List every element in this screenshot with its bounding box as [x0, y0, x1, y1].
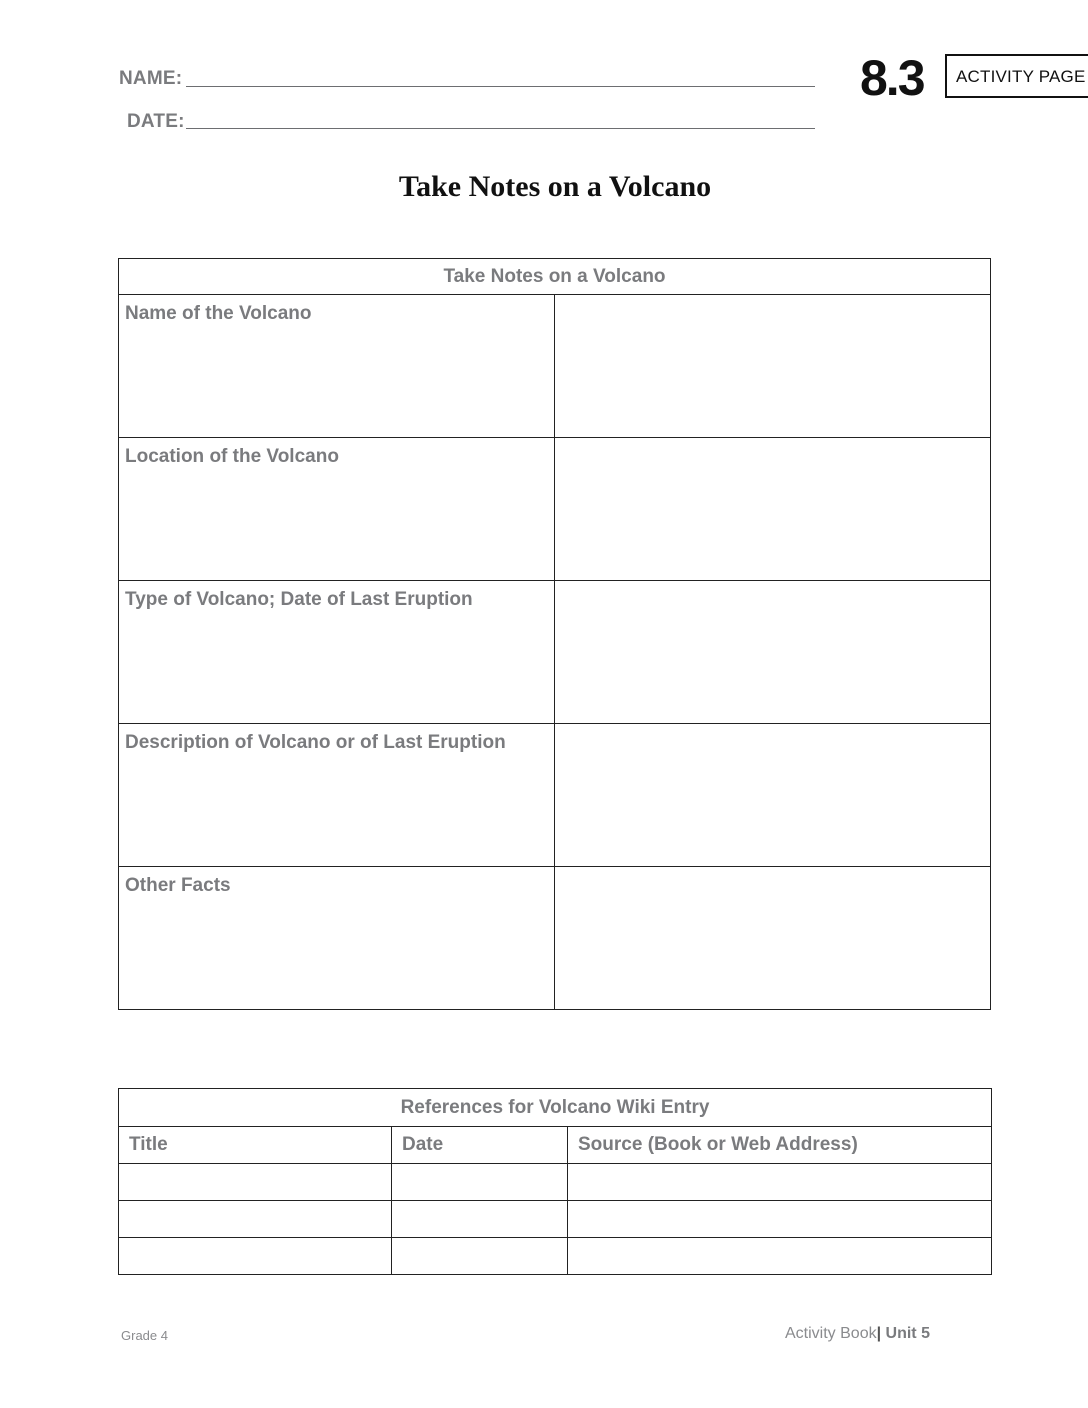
name-line[interactable] — [186, 86, 815, 87]
table-row — [119, 1164, 992, 1201]
reference-title-cell[interactable] — [119, 1164, 392, 1201]
row-label-description: Description of Volcano or of Last Eruption — [119, 724, 555, 867]
activity-page-label: ACTIVITY PAGE — [956, 67, 1086, 86]
column-header-source: Source (Book or Web Address) — [568, 1127, 992, 1164]
reference-date-cell[interactable] — [392, 1201, 568, 1238]
notes-table — [118, 258, 991, 1010]
notes-cell-name[interactable] — [555, 295, 991, 438]
notes-cell-other-facts[interactable] — [555, 867, 991, 1010]
footer-separator: | — [876, 1325, 882, 1342]
footer-grade: Grade 4 — [121, 1328, 168, 1343]
references-table-caption: References for Volcano Wiki Entry — [119, 1089, 992, 1127]
table-row — [119, 1201, 992, 1238]
notes-cell-location[interactable] — [555, 438, 991, 581]
row-label-name: Name of the Volcano — [119, 295, 555, 438]
table-row — [119, 295, 991, 438]
footer-unit: Unit 5 — [885, 1325, 930, 1342]
references-table — [118, 1088, 992, 1275]
notes-cell-type[interactable] — [555, 581, 991, 724]
date-line[interactable] — [186, 128, 815, 129]
footer-book — [785, 1325, 930, 1343]
table-row — [119, 867, 991, 1010]
reference-title-cell[interactable] — [119, 1238, 392, 1275]
table-row — [119, 724, 991, 867]
table-row — [119, 1238, 992, 1275]
reference-source-cell[interactable] — [568, 1201, 992, 1238]
reference-date-cell[interactable] — [392, 1164, 568, 1201]
row-label-type: Type of Volcano; Date of Last Eruption — [119, 581, 555, 724]
reference-source-cell[interactable] — [568, 1164, 992, 1201]
page-title: Take Notes on a Volcano — [398, 170, 712, 203]
date-label: DATE: — [127, 111, 185, 132]
reference-date-cell[interactable] — [392, 1238, 568, 1275]
activity-page-badge — [945, 54, 1088, 98]
reference-title-cell[interactable] — [119, 1201, 392, 1238]
table-row — [119, 581, 991, 724]
footer-book-title: Activity Book — [785, 1325, 877, 1342]
row-label-other-facts: Other Facts — [119, 867, 555, 1010]
column-header-title: Title — [119, 1127, 392, 1164]
notes-table-caption: Take Notes on a Volcano — [119, 259, 991, 295]
row-label-location: Location of the Volcano — [119, 438, 555, 581]
column-header-date: Date — [392, 1127, 568, 1164]
page-number: 8.3 — [860, 50, 924, 106]
reference-source-cell[interactable] — [568, 1238, 992, 1275]
notes-cell-description[interactable] — [555, 724, 991, 867]
table-row — [119, 438, 991, 581]
name-label: NAME: — [119, 68, 183, 89]
